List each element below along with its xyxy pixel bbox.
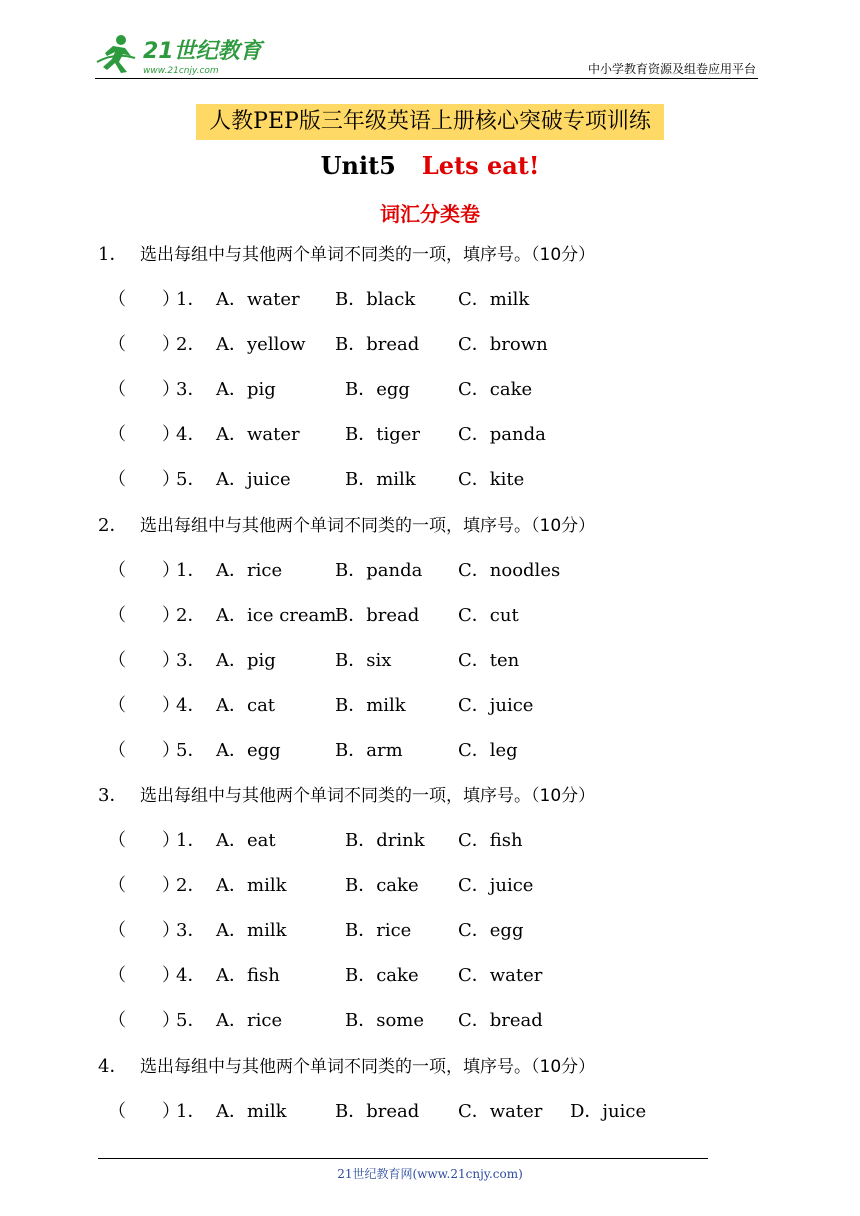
answer-blank-open[interactable]: （	[108, 334, 126, 355]
option-b: B．bread	[335, 1101, 420, 1122]
answer-blank-close: ）	[162, 695, 180, 716]
option-a: A．fish	[216, 965, 280, 986]
answer-blank-close: ）	[162, 469, 180, 490]
answer-blank-close: ）	[162, 424, 180, 445]
answer-blank-close: ）	[162, 605, 180, 626]
option-a: A．milk	[216, 875, 287, 896]
page-header	[95, 30, 758, 79]
answer-blank-close: ）	[162, 289, 180, 310]
option-a: A．pig	[216, 379, 276, 400]
footer-text: 21世纪教育网(www.21cnjy.com)	[337, 1167, 523, 1181]
option-b: B．black	[335, 289, 416, 310]
answer-blank-open[interactable]: （	[108, 1010, 126, 1031]
option-a: A．water	[216, 424, 300, 445]
item-number: 2．	[176, 334, 206, 355]
unit-subtitle: Lets eat!	[421, 151, 540, 180]
option-c: C．water	[458, 1101, 543, 1122]
option-c: C．leg	[458, 740, 518, 761]
answer-blank-close: ）	[162, 920, 180, 941]
option-b: B．some	[345, 1010, 425, 1031]
answer-blank-open[interactable]: （	[108, 560, 126, 581]
answer-blank-close: ）	[162, 1101, 180, 1122]
option-a: A．water	[216, 289, 300, 310]
question-number: 2．	[98, 515, 128, 536]
option-c: C．brown	[458, 334, 548, 355]
option-c: C．cake	[458, 379, 533, 400]
answer-blank-open[interactable]: （	[108, 965, 126, 986]
item-number: 5．	[176, 1010, 206, 1031]
logo-text: 21世纪教育	[143, 39, 262, 64]
item-number: 3．	[176, 379, 206, 400]
answer-blank-open[interactable]: （	[108, 740, 126, 761]
answer-blank-open[interactable]: （	[108, 424, 126, 445]
option-b: B．rice	[345, 920, 412, 941]
page-title: 人教PEP版三年级英语上册核心突破专项训练	[196, 104, 664, 140]
option-b: B．panda	[335, 560, 423, 581]
item-number: 4．	[176, 695, 206, 716]
item-number: 3．	[176, 920, 206, 941]
option-a: A．eat	[216, 830, 276, 851]
question-number: 1．	[98, 244, 128, 265]
question-number: 4．	[98, 1056, 128, 1077]
option-b: B．milk	[345, 469, 416, 490]
question-number: 3．	[98, 785, 128, 806]
question-heading	[98, 1052, 595, 1082]
option-a: A．egg	[216, 740, 281, 761]
item-number: 4．	[176, 965, 206, 986]
answer-blank-close: ）	[162, 1010, 180, 1031]
item-number: 5．	[176, 469, 206, 490]
question-instruction: 选出每组中与其他两个单词不同类的一项，填序号。（10分）	[140, 1057, 596, 1077]
answer-blank-open[interactable]: （	[108, 695, 126, 716]
answer-blank-close: ）	[162, 650, 180, 671]
option-c: C．panda	[458, 424, 546, 445]
option-c: C．egg	[458, 920, 524, 941]
item-number: 5．	[176, 740, 206, 761]
item-number: 1．	[176, 289, 206, 310]
question-heading	[98, 240, 595, 270]
option-b: B．drink	[345, 830, 425, 851]
option-a: A．pig	[216, 650, 276, 671]
option-c: C．noodles	[458, 560, 561, 581]
answer-blank-open[interactable]: （	[108, 605, 126, 626]
unit-title	[0, 151, 860, 180]
option-b: B．milk	[335, 695, 406, 716]
option-c: C．water	[458, 965, 543, 986]
answer-blank-open[interactable]: （	[108, 875, 126, 896]
option-b: B．cake	[345, 965, 419, 986]
option-a: A．milk	[216, 1101, 287, 1122]
question-heading	[98, 781, 595, 811]
answer-blank-close: ）	[162, 875, 180, 896]
option-b: B．cake	[345, 875, 419, 896]
option-c: C．kite	[458, 469, 525, 490]
answer-blank-close: ）	[162, 830, 180, 851]
header-platform-text: 中小学教育资源及组卷应用平台	[587, 62, 756, 76]
question-instruction: 选出每组中与其他两个单词不同类的一项，填序号。（10分）	[140, 786, 596, 806]
footer-divider	[98, 1158, 708, 1159]
option-b: B．arm	[335, 740, 403, 761]
option-b: B．bread	[335, 334, 420, 355]
answer-blank-close: ）	[162, 965, 180, 986]
option-a: A．rice	[216, 560, 283, 581]
question-instruction: 选出每组中与其他两个单词不同类的一项，填序号。（10分）	[140, 245, 596, 265]
option-d: D．juice	[570, 1101, 647, 1122]
answer-blank-close: ）	[162, 379, 180, 400]
question-heading	[98, 511, 595, 541]
option-b: B．tiger	[345, 424, 420, 445]
section-title: 词汇分类卷	[380, 202, 480, 226]
question-instruction: 选出每组中与其他两个单词不同类的一项，填序号。（10分）	[140, 516, 596, 536]
option-c: C．ten	[458, 650, 520, 671]
answer-blank-open[interactable]: （	[108, 920, 126, 941]
option-b: B．six	[335, 650, 392, 671]
answer-blank-open[interactable]: （	[108, 469, 126, 490]
option-a: A．milk	[216, 920, 287, 941]
item-number: 4．	[176, 424, 206, 445]
answer-blank-close: ）	[162, 740, 180, 761]
item-number: 1．	[176, 830, 206, 851]
option-a: A．cat	[216, 695, 276, 716]
answer-blank-open[interactable]: （	[108, 379, 126, 400]
item-number: 2．	[176, 875, 206, 896]
option-b: B．egg	[345, 379, 410, 400]
option-a: A．yellow	[216, 334, 306, 355]
option-a: A．ice cream	[216, 605, 337, 626]
item-number: 1．	[176, 1101, 206, 1122]
option-a: A．juice	[216, 469, 291, 490]
logo-url: www.21cnjy.com	[143, 66, 219, 76]
item-number: 1．	[176, 560, 206, 581]
answer-blank-close: ）	[162, 334, 180, 355]
option-b: B．bread	[335, 605, 420, 626]
item-number: 3．	[176, 650, 206, 671]
option-c: C．juice	[458, 875, 534, 896]
answer-blank-open[interactable]: （	[108, 289, 126, 310]
answer-blank-open[interactable]: （	[108, 830, 126, 851]
option-c: C．juice	[458, 695, 534, 716]
option-c: C．milk	[458, 289, 530, 310]
option-c: C．fish	[458, 830, 523, 851]
answer-blank-open[interactable]: （	[108, 650, 126, 671]
item-number: 2．	[176, 605, 206, 626]
option-a: A．rice	[216, 1010, 283, 1031]
answer-blank-open[interactable]: （	[108, 1101, 126, 1122]
option-c: C．cut	[458, 605, 519, 626]
unit-label: Unit5	[320, 151, 396, 180]
answer-blank-close: ）	[162, 560, 180, 581]
21cnjy-logo	[95, 32, 270, 76]
option-c: C．bread	[458, 1010, 543, 1031]
